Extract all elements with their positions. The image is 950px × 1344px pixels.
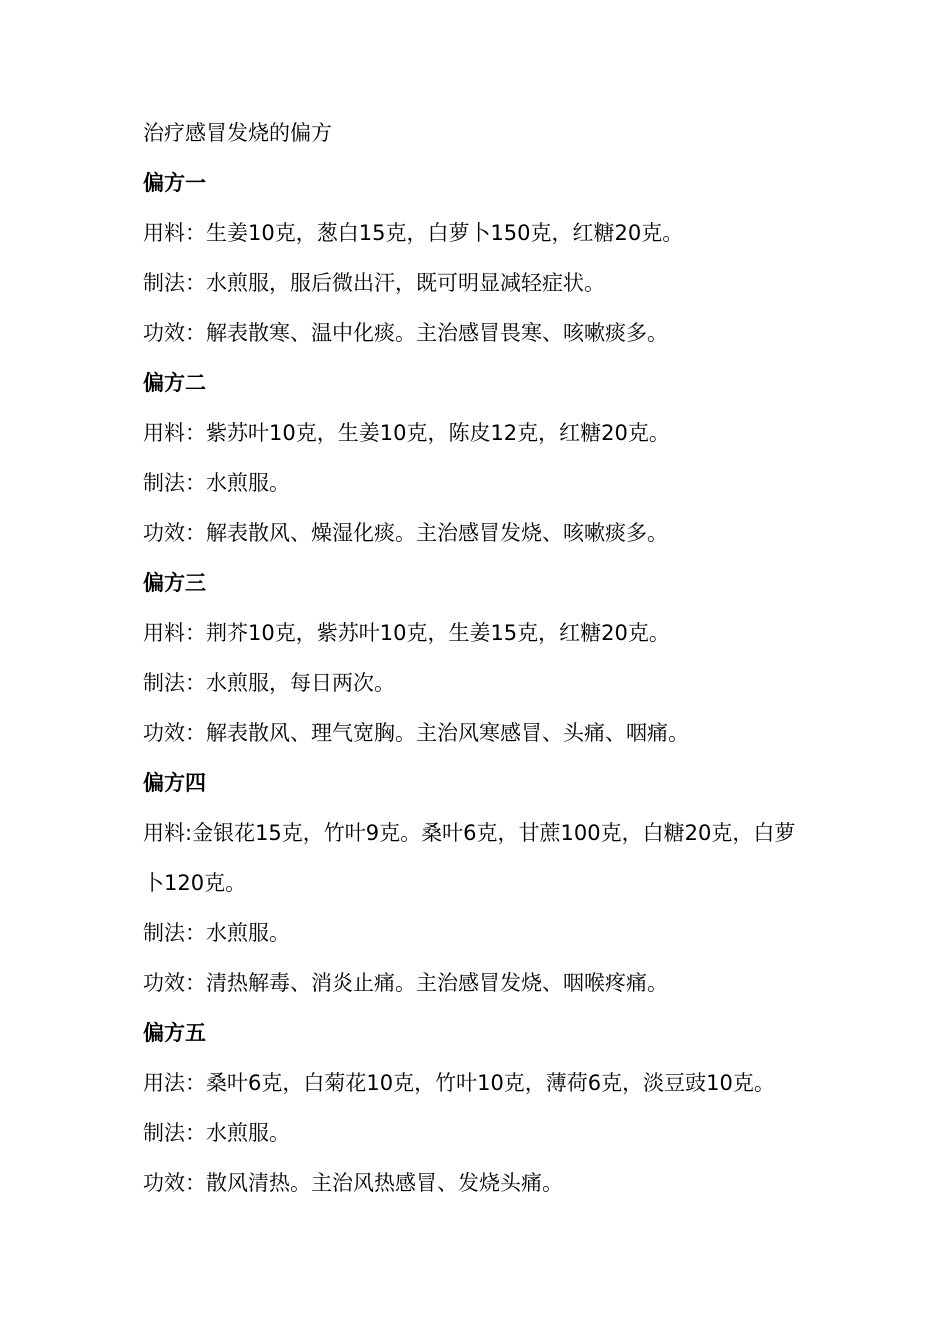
remedy-method: 制法：水煎服。 — [143, 1121, 290, 1145]
remedy-section-4 — [143, 758, 823, 1008]
remedy-method: 制法：水煎服，每日两次。 — [143, 671, 395, 695]
remedy-effect: 功效：解表散风、理气宽胸。主治风寒感冒、头痛、咽痛。 — [143, 721, 689, 745]
remedy-heading: 偏方四 — [143, 771, 206, 795]
remedy-section-5 — [143, 1008, 823, 1208]
remedy-effect: 功效：清热解毒、消炎止痛。主治感冒发烧、咽喉疼痛。 — [143, 971, 668, 995]
remedy-section-1 — [143, 158, 823, 358]
remedy-heading: 偏方二 — [143, 371, 206, 395]
remedy-heading: 偏方一 — [143, 171, 206, 195]
remedy-method: 制法：水煎服，服后微出汗，既可明显减轻症状。 — [143, 271, 605, 295]
remedy-ingredients: 用料：荆芥10克，紫苏叶10克，生姜15克，红糖20克。 — [143, 621, 670, 645]
remedy-section-3 — [143, 558, 823, 758]
remedy-ingredients: 用料：紫苏叶10克，生姜10克，陈皮12克，红糖20克。 — [143, 421, 670, 445]
remedy-heading: 偏方五 — [143, 1021, 206, 1045]
remedy-effect: 功效：解表散寒、温中化痰。主治感冒畏寒、咳嗽痰多。 — [143, 321, 668, 345]
remedy-ingredients: 用料:金银花15克，竹叶9克。桑叶6克，甘蔗100克，白糖20克，白萝卜120克。 — [143, 821, 796, 895]
remedy-effect: 功效：散风清热。主治风热感冒、发烧头痛。 — [143, 1171, 563, 1195]
remedy-section-2 — [143, 358, 823, 558]
document-title: 治疗感冒发烧的偏方 — [143, 121, 332, 145]
remedy-method: 制法：水煎服。 — [143, 471, 290, 495]
document-body — [143, 108, 823, 1208]
remedy-ingredients: 用法：桑叶6克，白菊花10克，竹叶10克，薄荷6克，淡豆豉10克。 — [143, 1071, 775, 1095]
remedy-ingredients: 用料：生姜10克，葱白15克，白萝卜150克，红糖20克。 — [143, 221, 684, 245]
remedy-heading: 偏方三 — [143, 571, 206, 595]
remedy-effect: 功效：解表散风、燥湿化痰。主治感冒发烧、咳嗽痰多。 — [143, 521, 668, 545]
remedy-method: 制法：水煎服。 — [143, 921, 290, 945]
